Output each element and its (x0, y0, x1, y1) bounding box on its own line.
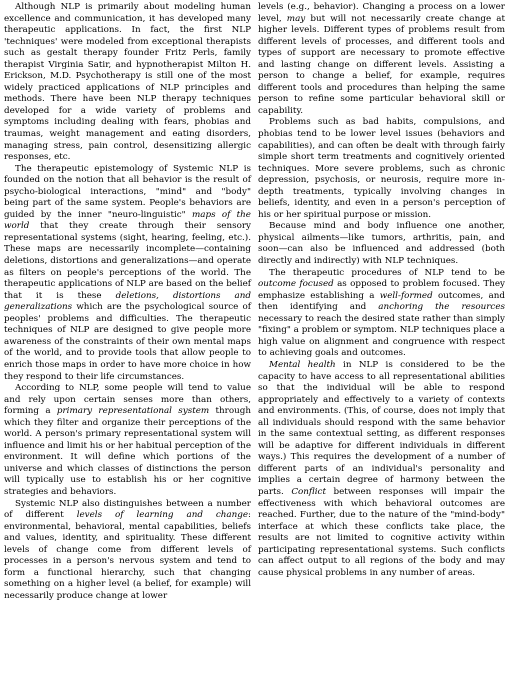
text-run: necessary to reach the desired state rather than simply "fixing" a problem or symptom. NLP techniques place a high value on alignment and congruence with respect to achieving goals and outcomes. (258, 313, 505, 359)
text-run: but will not necessarily create change at higher levels. Different types of problems result from different levels of processes, and different tools and types of support are necessary to promote effective and lasting change on different levels. Assisting a person to change a belief, for example, requires different tools and procedures than helping the same person to refine some particular behavioral skill or capability. (258, 13, 505, 116)
emphasized-text: well-formed (379, 290, 433, 301)
emphasized-text: outcome focused (258, 279, 334, 290)
text-run: Although NLP is primarily about modeling human excellence and communication, it has developed many therapeutic applications. In fact, the first NLP 'techniques' were modeled from exceptional therapists such as gestalt therapy founder Fritz Perls, family therapist Virginia Satir, and hypnotherapist Milton H. Erickson, M.D. Psychotherapy is still one of the most widely practiced applications of NLP principles and methods. There have been NLP therapy techniques developed for a wide variety of problems and symptoms including dealing with fears, phobias and traumas, weight management and eating disorders, managing stress, pain control, desensitizing allergic responses, etc. (4, 2, 251, 163)
text-run: Problems such as bad habits, compulsions, and phobias tend to be lower level issues (behaviors and capabilities), and can often be dealt with through fairly simple short term treatments and cognitively oriented techniques. More severe problems, such as chronic depression, psychosis, or neurosis, require more in-depth treatments, typically involving changes in beliefs, identity, and even in a person's perception of his or her spiritual purpose or mission. (258, 117, 505, 220)
emphasized-text: Mental health (269, 359, 336, 370)
text-run: through which they filter and organize their perceptions of the world. A person's primary representational system will influence and limit his or her habitual perception of the environment. It will define which portions of the universe and which classes of distinctions the person will typically use to establish his or her cognitive strategies and behaviors. (4, 406, 251, 497)
text-run: The therapeutic procedures of NLP tend to be (269, 267, 505, 278)
text-run: : environmental, behavioral, mental capabilities, beliefs and values, identity, and spirituality. These different levels of change come from different levels of processes in a person's nervous system and tend to form a functional hierarchy, such that changing something on a higher level (a belief, for example) will necessarily produce change at lower (4, 510, 251, 601)
text-run: The therapeutic epistemology of Systemic NLP is founded on the notion that all behavior is the result of psycho-biological interactions, "mind" and "body" being part of the same system. People's behaviors are guided by the inner "neuro-linguistic" (4, 163, 251, 220)
paragraph (258, 117, 505, 221)
text-run: Because mind and body influence one another, physical ailments—like tumors, arthritis, pain, and soon—can also be influenced and addressed (both directly and indirectly) with NLP techniques. (258, 221, 505, 267)
text-run: levels (e.g., behavior). Changing a process on a lower level, (258, 2, 505, 24)
text-run: outcomes, and then identifying and (258, 290, 505, 313)
emphasized-text: primary representational system (56, 406, 210, 417)
left-column (4, 2, 251, 602)
paragraph (258, 221, 505, 267)
text-run: that they create through their sensory representational systems (sight, hearing, feeling, etc.). These maps are necessarily incomplete—containing deletions, distortions and generalizations—and operate as filters on people's perceptions of the world. The therapeutic applications of NLP are based on the belief that it is these (4, 221, 251, 301)
text-run: which are the psychological source of peoples' problems and difficulties. The therapeutic techniques of NLP are designed to give people more awareness of the constraints of their own mental maps of the world, and to provide tools that allow people to enrich those maps in order to have more choice in how they respond to their life circumstances. (4, 302, 251, 382)
two-column-body (4, 2, 505, 602)
paragraph (4, 164, 251, 383)
emphasized-text: may (286, 13, 306, 24)
text-run: as opposed to problem focused. They emphasize establishing a (258, 279, 505, 301)
emphasized-text: anchoring the resources (378, 302, 505, 313)
paragraph (4, 383, 251, 498)
paragraph (258, 2, 505, 117)
emphasized-text: maps of the world (4, 209, 251, 232)
emphasized-text: Conflict (291, 486, 326, 497)
emphasized-text: levels of learning and change (76, 510, 249, 521)
emphasized-text: deletions, distortions and generalizations (4, 290, 251, 313)
text-run: According to NLP, some people will tend to value and rely upon certain senses more than others, forming a (4, 383, 251, 417)
text-run: between responses will impair the effectiveness with which behavioral outcomes are reached. Further, due to the nature of the "mind-body" interface at which these conflicts take place, the results are not limited to cognitive activity within participating representational systems. Such conflicts can affect output to all regions of the body and may cause physical problems in any number of areas. (258, 486, 505, 578)
paragraph (4, 2, 251, 164)
paragraph (258, 268, 505, 360)
text-run: Systemic NLP also distinguishes between a number of different (4, 498, 251, 521)
right-column (258, 2, 505, 602)
paragraph (258, 360, 505, 579)
paragraph (4, 499, 251, 603)
text-run: in NLP is considered to be the capacity to have access to all representational abilities so that the individual will be able to respond appropriately and effectively to a variety of contexts and environments. (This, of course, does not imply that all individuals should respond with the same behavior in the same contextual setting, as different responses will be adaptive for different individuals in different ways.) This requires the development of a number of different parts of an individual's personality and implies a certain degree of harmony between the parts. (258, 359, 505, 497)
